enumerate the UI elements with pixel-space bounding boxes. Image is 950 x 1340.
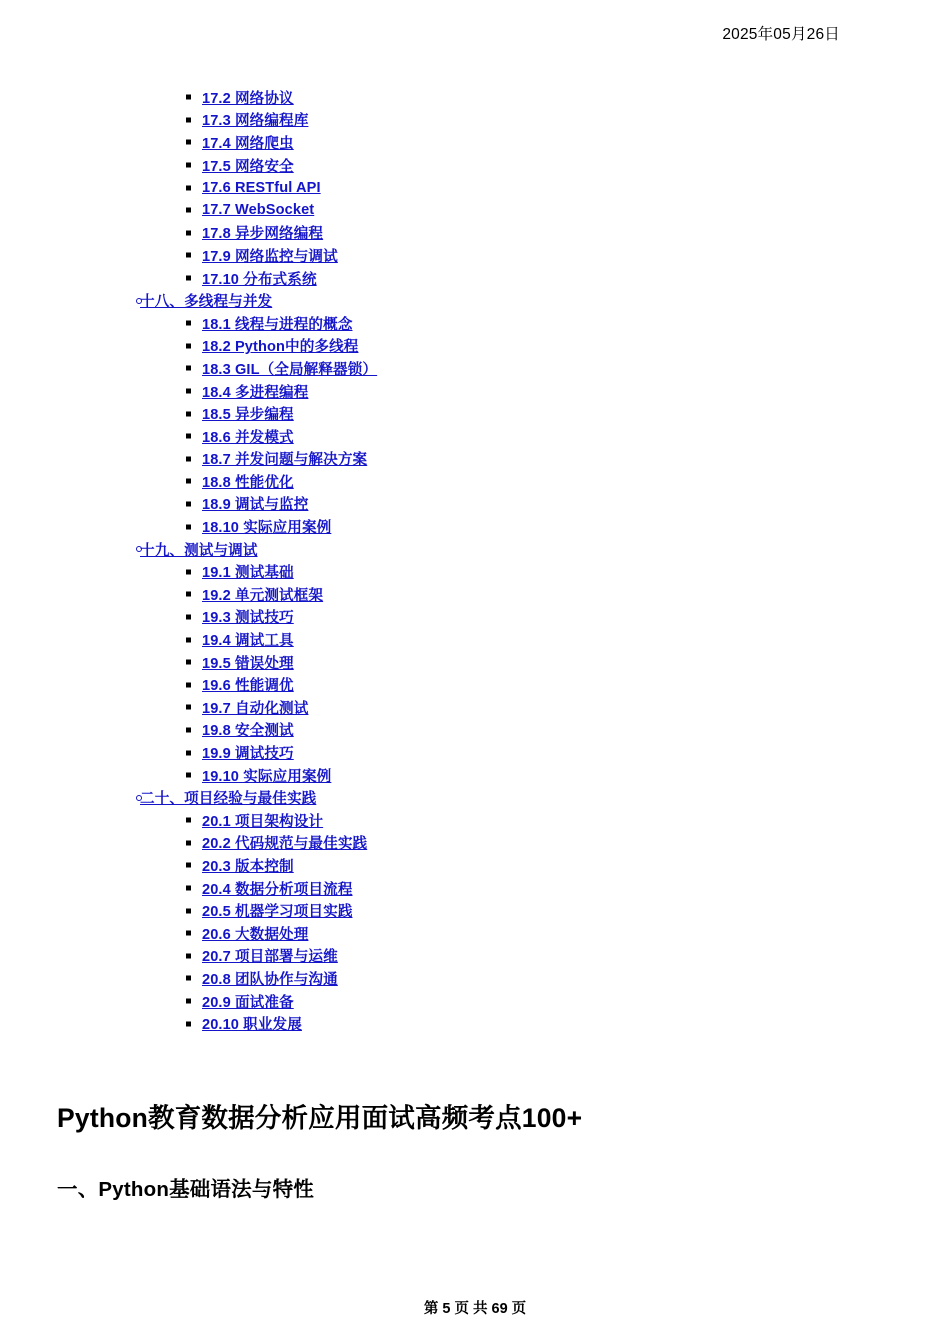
- circle-bullet-icon: [136, 795, 142, 801]
- toc-link[interactable]: 20.2 代码规范与最佳实践: [202, 836, 368, 853]
- toc-entry-level3[interactable]: [0, 86, 950, 109]
- toc-link[interactable]: 19.4 调试工具: [202, 633, 294, 650]
- circle-bullet-icon: [136, 298, 142, 304]
- toc-entry-level2[interactable]: [0, 786, 950, 809]
- toc-link[interactable]: 18.2 Python中的多线程: [202, 339, 359, 356]
- toc-entry-level3[interactable]: [0, 673, 950, 696]
- square-bullet-icon: [186, 592, 191, 597]
- square-bullet-icon: [186, 908, 191, 913]
- toc-link[interactable]: 17.8 异步网络编程: [202, 226, 324, 243]
- toc-link[interactable]: 十八、多线程与并发: [140, 294, 273, 311]
- toc-entry-level3[interactable]: [0, 244, 950, 267]
- toc-entry-level3[interactable]: [0, 357, 950, 380]
- square-bullet-icon: [186, 999, 191, 1004]
- toc-list: [0, 86, 950, 1035]
- square-bullet-icon: [186, 366, 191, 371]
- page-footer: 第 5 页 共 69 页: [423, 1301, 527, 1317]
- square-bullet-icon: [186, 1021, 191, 1026]
- circle-bullet-icon: [136, 546, 142, 552]
- toc-link[interactable]: 19.9 调试技巧: [202, 746, 294, 763]
- toc-entry-level3[interactable]: [0, 651, 950, 674]
- toc-entry-level3[interactable]: [0, 877, 950, 900]
- toc-entry-level3[interactable]: [0, 990, 950, 1013]
- toc-entry-level3[interactable]: [0, 470, 950, 493]
- toc-entry-level3[interactable]: [0, 945, 950, 968]
- square-bullet-icon: [186, 614, 191, 619]
- toc-entry-level3[interactable]: [0, 1012, 950, 1035]
- square-bullet-icon: [186, 682, 191, 687]
- square-bullet-icon: [186, 863, 191, 868]
- square-bullet-icon: [186, 456, 191, 461]
- toc-entry-level3[interactable]: [0, 741, 950, 764]
- toc-entry-level3[interactable]: [0, 267, 950, 290]
- square-bullet-icon: [186, 185, 191, 190]
- page-header-date: 2025年05月26日: [722, 26, 840, 43]
- toc-link[interactable]: 18.9 调试与监控: [202, 497, 309, 514]
- toc-link[interactable]: 17.10 分布式系统: [202, 271, 317, 288]
- toc-entry-level3[interactable]: [0, 832, 950, 855]
- square-bullet-icon: [186, 818, 191, 823]
- square-bullet-icon: [186, 524, 191, 529]
- square-bullet-icon: [186, 163, 191, 168]
- toc-entry-level3[interactable]: [0, 696, 950, 719]
- toc-entry-level3[interactable]: [0, 493, 950, 516]
- square-bullet-icon: [186, 727, 191, 732]
- square-bullet-icon: [186, 840, 191, 845]
- square-bullet-icon: [186, 140, 191, 145]
- toc-link[interactable]: 20.9 面试准备: [202, 994, 294, 1011]
- toc-entry-level3[interactable]: [0, 899, 950, 922]
- square-bullet-icon: [186, 95, 191, 100]
- toc-link[interactable]: 20.3 版本控制: [202, 858, 294, 875]
- toc-link[interactable]: 19.2 单元测试框架: [202, 587, 324, 604]
- toc-entry-level3[interactable]: [0, 922, 950, 945]
- toc-entry-level3[interactable]: [0, 312, 950, 335]
- toc-link[interactable]: 20.4 数据分析项目流程: [202, 881, 353, 898]
- toc-link[interactable]: 18.6 并发模式: [202, 429, 294, 446]
- square-bullet-icon: [186, 705, 191, 710]
- toc-group: [0, 289, 950, 538]
- square-bullet-icon: [186, 117, 191, 122]
- toc-entry-level3[interactable]: [0, 335, 950, 358]
- toc-link[interactable]: 17.7 WebSocket: [202, 202, 315, 219]
- square-bullet-icon: [186, 773, 191, 778]
- square-bullet-icon: [186, 434, 191, 439]
- toc-link[interactable]: 20.1 项目架构设计: [202, 813, 324, 830]
- toc-entry-level2[interactable]: [0, 538, 950, 561]
- toc-entry-level3[interactable]: [0, 560, 950, 583]
- toc-link[interactable]: 17.9 网络监控与调试: [202, 248, 338, 265]
- toc-entry-level3[interactable]: [0, 628, 950, 651]
- square-bullet-icon: [186, 931, 191, 936]
- toc-group: [0, 538, 950, 787]
- square-bullet-icon: [186, 230, 191, 235]
- toc-entry-level3[interactable]: [0, 154, 950, 177]
- toc-link[interactable]: 20.5 机器学习项目实践: [202, 904, 353, 921]
- square-bullet-icon: [186, 637, 191, 642]
- toc-link[interactable]: 18.5 异步编程: [202, 407, 294, 424]
- toc-entry-level3[interactable]: [0, 719, 950, 742]
- square-bullet-icon: [186, 569, 191, 574]
- square-bullet-icon: [186, 976, 191, 981]
- toc-entry-level3[interactable]: [0, 176, 950, 199]
- toc-entry-level3[interactable]: [0, 854, 950, 877]
- toc-group: [0, 86, 950, 289]
- toc-link[interactable]: 18.4 多进程编程: [202, 384, 309, 401]
- toc-link[interactable]: 十九、测试与调试: [140, 542, 258, 559]
- toc-group: [0, 786, 950, 1035]
- section-heading-1: 一、Python基础语法与特性: [57, 1178, 314, 1201]
- toc-entry-level3[interactable]: [0, 222, 950, 245]
- toc-link[interactable]: 二十、项目经验与最佳实践: [140, 791, 317, 808]
- square-bullet-icon: [186, 750, 191, 755]
- square-bullet-icon: [186, 343, 191, 348]
- toc-entry-level2[interactable]: [0, 289, 950, 312]
- square-bullet-icon: [186, 321, 191, 326]
- toc-entry-level3[interactable]: [0, 402, 950, 425]
- toc-link[interactable]: 17.2 网络协议: [202, 90, 294, 107]
- toc-link[interactable]: 17.6 RESTful API: [202, 179, 321, 196]
- toc-entry-level3[interactable]: [0, 425, 950, 448]
- toc-link[interactable]: 19.8 安全测试: [202, 723, 294, 740]
- page-title: Python教育数据分析应用面试高频考点100+: [57, 1103, 583, 1133]
- toc-link[interactable]: 17.3 网络编程库: [202, 113, 309, 130]
- square-bullet-icon: [186, 886, 191, 891]
- toc-entry-level3[interactable]: [0, 448, 950, 471]
- square-bullet-icon: [186, 276, 191, 281]
- toc-link[interactable]: 17.5 网络安全: [202, 158, 294, 175]
- toc-link[interactable]: 18.7 并发问题与解决方案: [202, 452, 368, 469]
- toc-entry-level3[interactable]: [0, 109, 950, 132]
- toc-link[interactable]: 20.8 团队协作与沟通: [202, 971, 338, 988]
- toc-entry-level3[interactable]: [0, 199, 950, 222]
- square-bullet-icon: [186, 411, 191, 416]
- toc-link[interactable]: 19.3 测试技巧: [202, 610, 294, 627]
- toc-entry-level3[interactable]: [0, 515, 950, 538]
- table-of-contents: [0, 86, 950, 1035]
- toc-entry-level3[interactable]: [0, 764, 950, 787]
- toc-link[interactable]: 19.5 错误处理: [202, 655, 294, 672]
- toc-link[interactable]: 19.7 自动化测试: [202, 700, 309, 717]
- toc-entry-level3[interactable]: [0, 809, 950, 832]
- toc-link[interactable]: 18.3 GIL（全局解释器锁）: [202, 361, 378, 378]
- toc-link[interactable]: 20.7 项目部署与运维: [202, 949, 338, 966]
- toc-link[interactable]: 20.10 职业发展: [202, 1017, 302, 1034]
- toc-entry-level3[interactable]: [0, 606, 950, 629]
- toc-link[interactable]: 18.10 实际应用案例: [202, 520, 332, 537]
- toc-link[interactable]: 20.6 大数据处理: [202, 926, 309, 943]
- toc-link[interactable]: 18.8 性能优化: [202, 474, 294, 491]
- toc-link[interactable]: 19.10 实际应用案例: [202, 768, 332, 785]
- toc-entry-level3[interactable]: [0, 967, 950, 990]
- square-bullet-icon: [186, 479, 191, 484]
- square-bullet-icon: [186, 501, 191, 506]
- toc-link[interactable]: 19.6 性能调优: [202, 678, 294, 695]
- square-bullet-icon: [186, 253, 191, 258]
- square-bullet-icon: [186, 389, 191, 394]
- toc-link[interactable]: 19.1 测试基础: [202, 565, 294, 582]
- square-bullet-icon: [186, 660, 191, 665]
- toc-entry-level3[interactable]: [0, 380, 950, 403]
- toc-entry-level3[interactable]: [0, 131, 950, 154]
- toc-link[interactable]: 17.4 网络爬虫: [202, 135, 294, 152]
- square-bullet-icon: [186, 953, 191, 958]
- square-bullet-icon: [186, 208, 191, 213]
- toc-entry-level3[interactable]: [0, 583, 950, 606]
- toc-link[interactable]: 18.1 线程与进程的概念: [202, 316, 353, 333]
